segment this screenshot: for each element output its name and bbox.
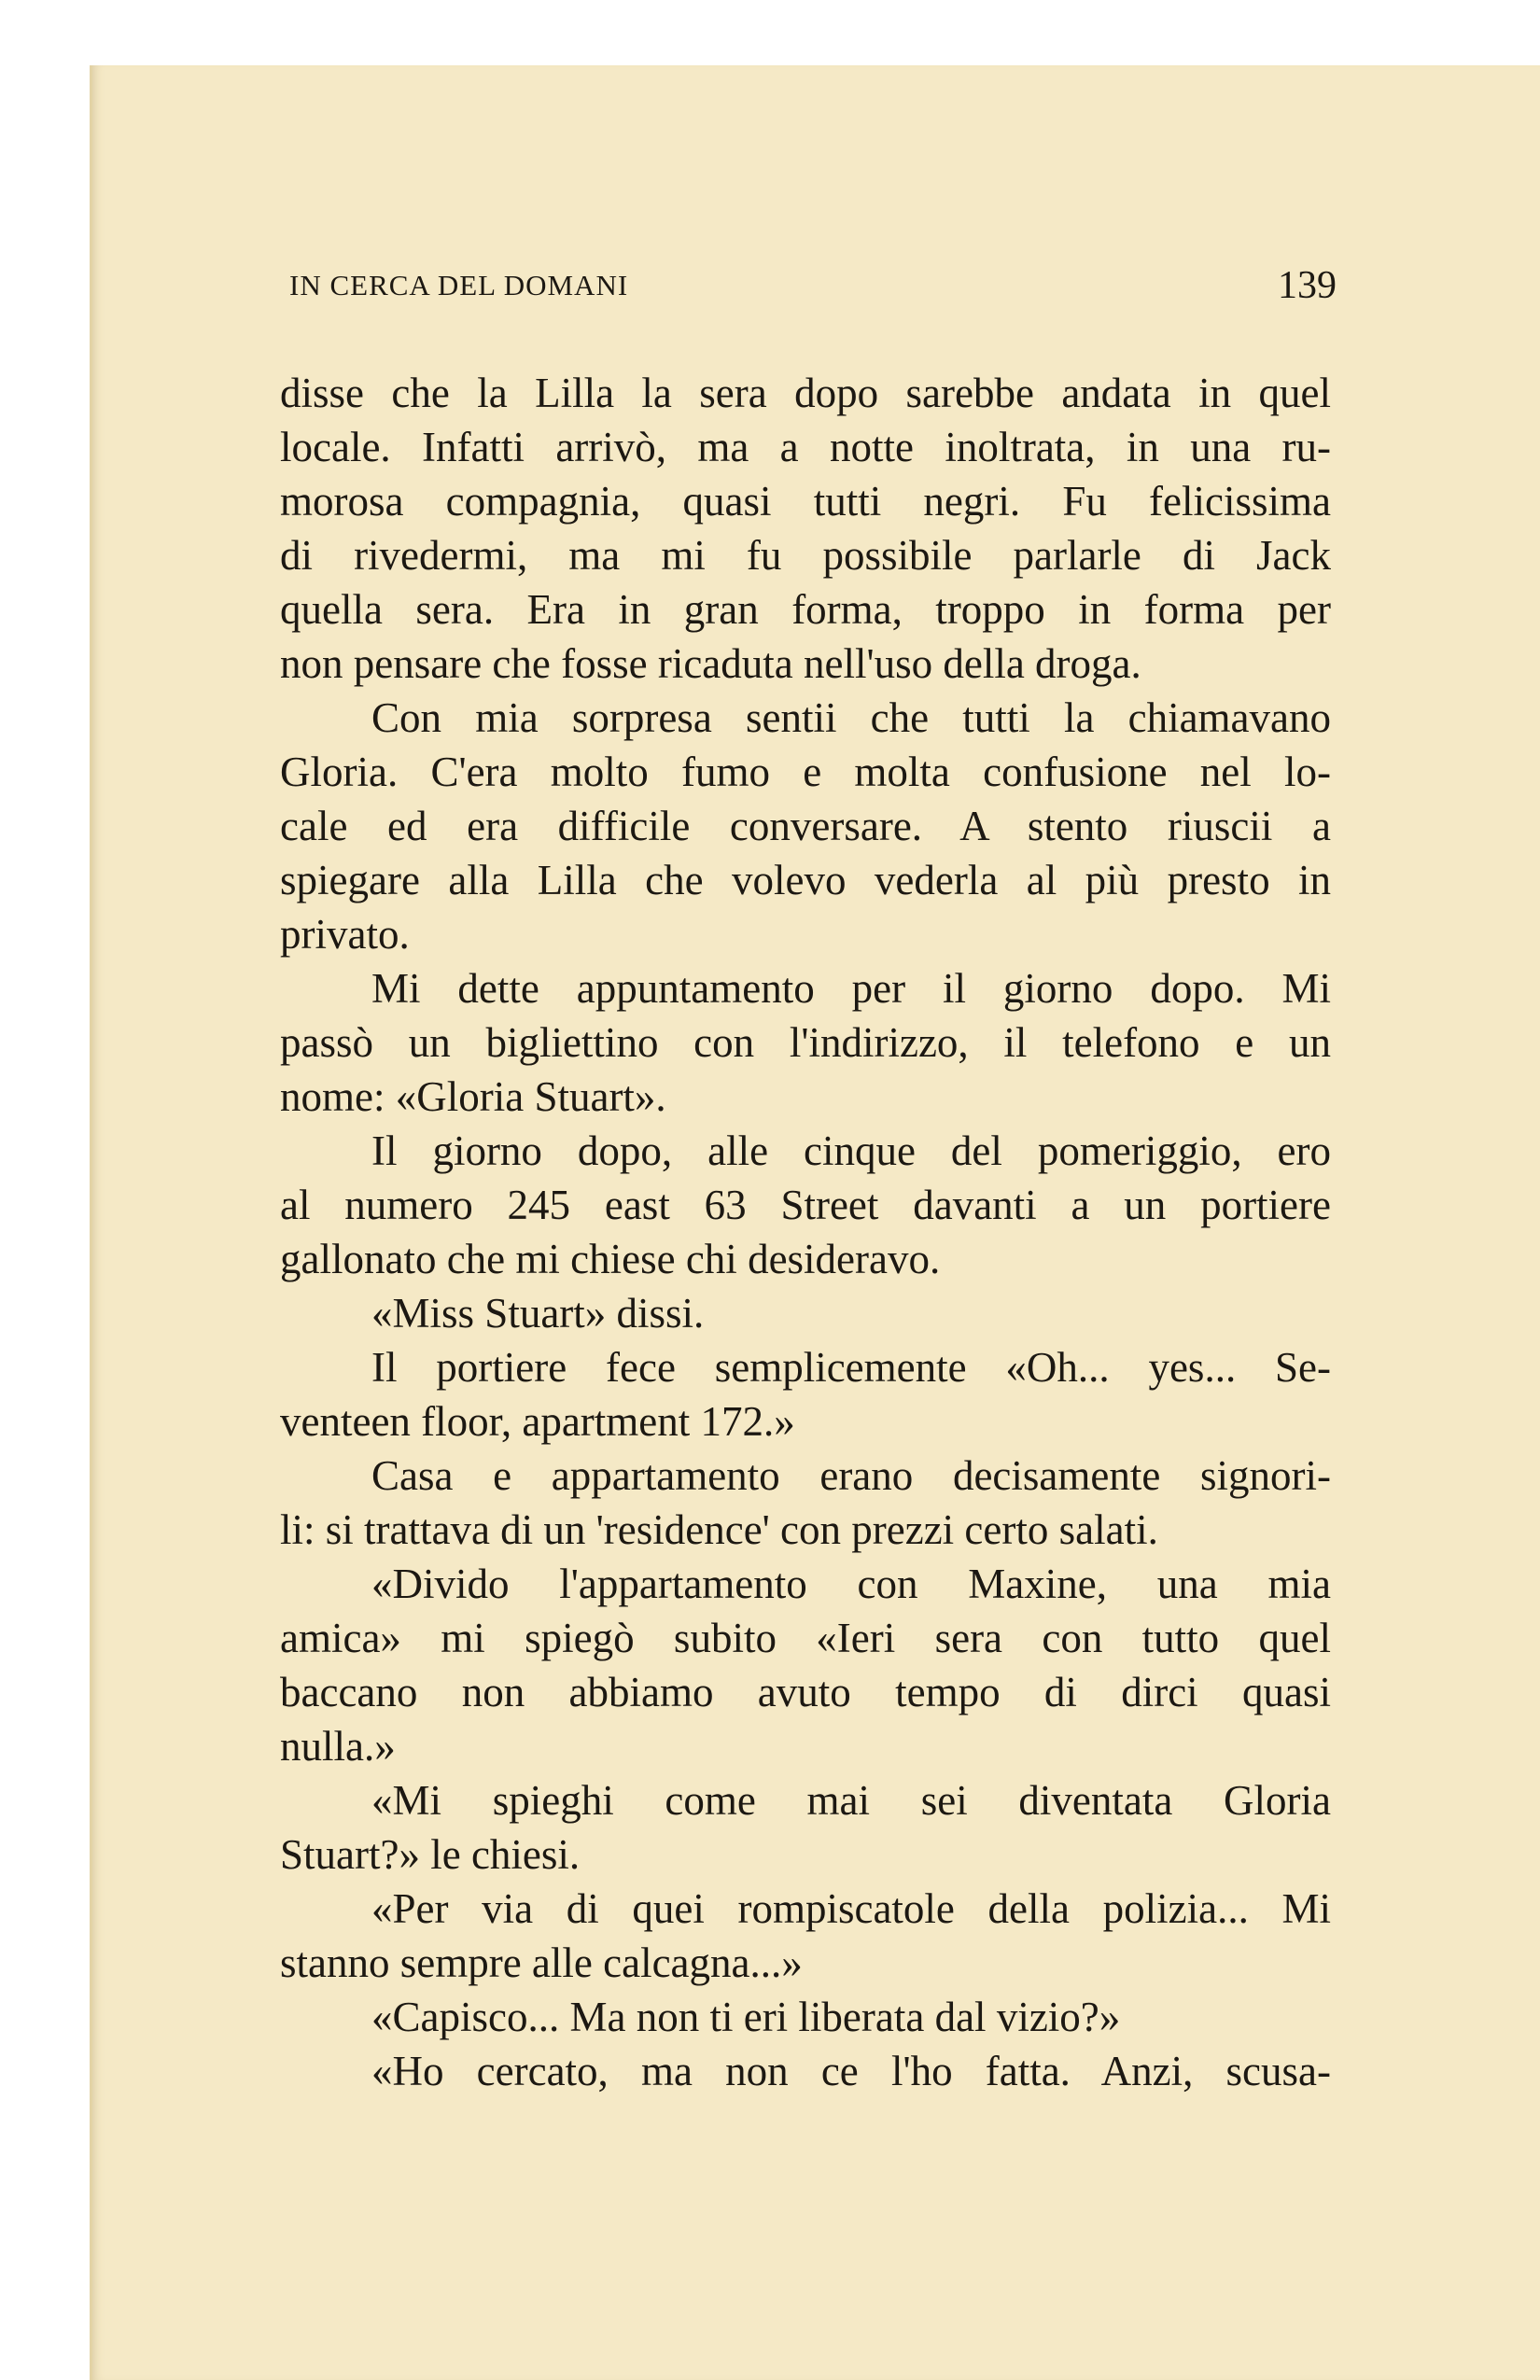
text-line: Il portiere fece semplicemente «Oh... yes... Se-: [371, 1344, 1331, 1391]
text-line: non pensare che fosse ricaduta nell'uso della droga.: [280, 640, 1141, 687]
text-line: privato.: [280, 911, 410, 958]
text-line: disse che la Lilla la sera dopo sarebbe andata in quel: [280, 370, 1331, 416]
text-line: Gloria. C'era molto fumo e molta confusione nel lo-: [280, 749, 1331, 795]
body-text: [280, 366, 1331, 2098]
text-line: baccano non abbiamo avuto tempo di dirci quasi: [280, 1669, 1331, 1715]
text-line: «Miss Stuart» dissi.: [371, 1290, 705, 1337]
text-line: amica» mi spiegò subito «Ieri sera con tutto quel: [280, 1615, 1331, 1661]
text-line: Stuart?» le chiesi.: [280, 1831, 581, 1878]
text-line: morosa compagnia, quasi tutti negri. Fu felicissima: [280, 478, 1331, 525]
text-line: cale ed era difficile conversare. A stento riuscii a: [280, 803, 1331, 849]
text-line: locale. Infatti arrivò, ma a notte inoltrata, in una ru-: [280, 424, 1331, 470]
text-line: Casa e appartamento erano decisamente signori-: [371, 1452, 1331, 1499]
text-line: stanno sempre alle calcagna...»: [280, 1939, 803, 1986]
text-line: gallonato che mi chiese chi desideravo.: [280, 1236, 941, 1282]
text-line: quella sera. Era in gran forma, troppo in forma per: [280, 586, 1331, 633]
page-header: [289, 263, 1337, 319]
text-line: di rivedermi, ma mi fu possibile parlarle di Jack: [280, 532, 1331, 579]
page-number: 139: [1278, 264, 1337, 307]
text-line: Con mia sorpresa sentii che tutti la chiamavano: [371, 694, 1331, 741]
text-line: Mi dette appuntamento per il giorno dopo. Mi: [371, 965, 1331, 1012]
text-line: «Per via di quei rompiscatole della polizia... Mi: [371, 1885, 1331, 1932]
text-line: nome: «Gloria Stuart».: [280, 1073, 666, 1120]
text-line: nulla.»: [280, 1723, 396, 1770]
text-line: al numero 245 east 63 Street davanti a un portiere: [280, 1182, 1331, 1228]
text-line: «Ho cercato, ma non ce l'ho fatta. Anzi, scusa-: [371, 2048, 1331, 2094]
text-line: passò un bigliettino con l'indirizzo, il telefono e un: [280, 1019, 1331, 1066]
text-line: spiegare alla Lilla che volevo vederla al più presto in: [280, 857, 1331, 903]
text-line: venteen floor, apartment 172.»: [280, 1398, 795, 1445]
running-title: IN CERCA DEL DOMANI: [289, 269, 629, 301]
text-line: li: si trattava di un 'residence' con prezzi certo salati.: [280, 1506, 1158, 1553]
text-line: «Mi spieghi come mai sei diventata Gloria: [371, 1777, 1331, 1824]
text-line: «Divido l'appartamento con Maxine, una mia: [371, 1561, 1331, 1607]
text-line: Il giorno dopo, alle cinque del pomeriggio, ero: [371, 1127, 1331, 1174]
text-line: «Capisco... Ma non ti eri liberata dal vizio?»: [371, 1994, 1121, 2040]
